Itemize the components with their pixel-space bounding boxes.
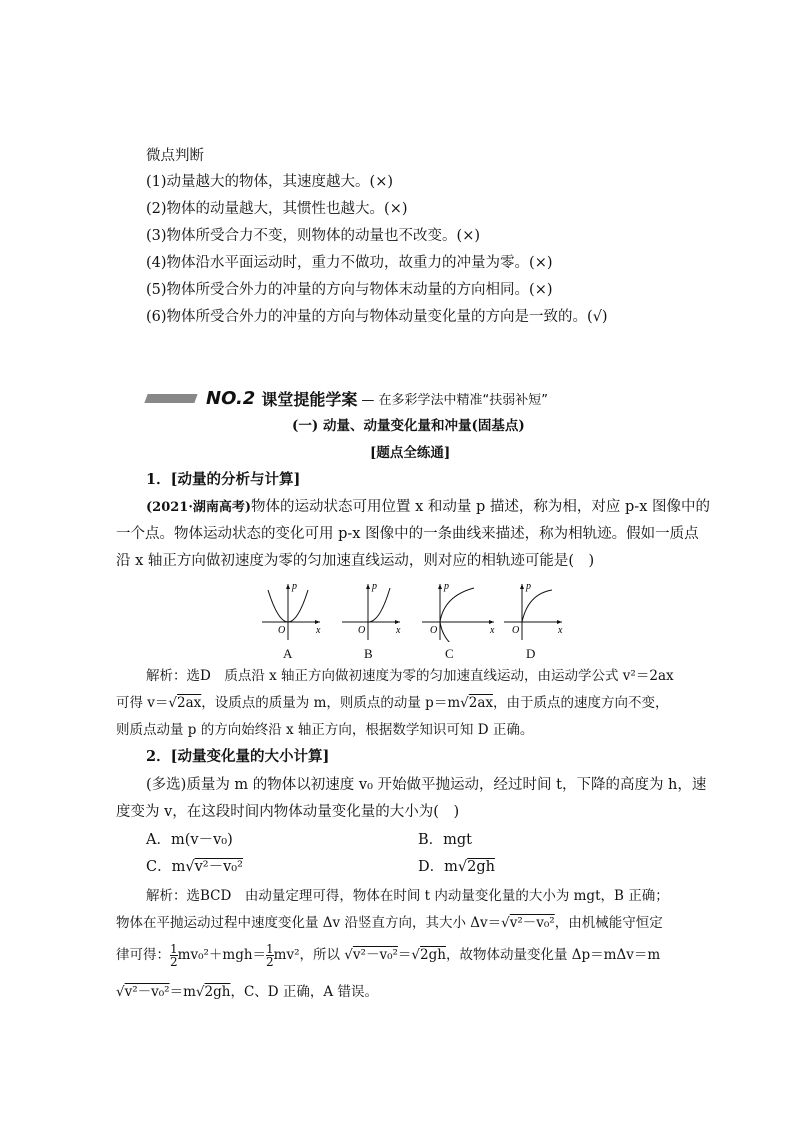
graph-b-origin: O: [358, 625, 366, 636]
q2-option-d-pre: D．m: [418, 859, 458, 875]
q2-sol4-b: ，C、D 正确，A 错误。: [230, 984, 378, 1000]
q2-sol3-b: mv₀²＋mgh＝: [177, 947, 267, 963]
judge-item-6: (6)物体所受合外力的冲量的方向与物体动量变化量的方向是一致的。(√): [146, 309, 608, 325]
q2-option-b: B．mgt: [418, 832, 473, 848]
q2-sol2-radicand: v²－v₀²: [509, 915, 555, 931]
graph-d-x-label: x: [558, 625, 563, 636]
graph-a-x-label: x: [316, 625, 321, 636]
q1-solution-1: 解析：选D 质点沿 x 轴正方向做初速度为零的匀加速直线运动，由运动学公式 v²＝2ax: [146, 668, 674, 684]
q2-option-a: A．m(v－v₀): [146, 832, 233, 848]
graph-a: [258, 580, 326, 642]
q2-heading: 2．[动量变化量的大小计算]: [146, 748, 330, 765]
q1-text-1: 物体的运动状态可用位置 x 和动量 p 描述，称为相，对应 p-x 图像中的: [251, 499, 710, 515]
q2-sol3-d: ＝: [397, 947, 412, 963]
q2-solution-2: 物体在平抛运动过程中速度变化量 Δv 沿竖直方向，其大小 Δv＝√v²－v₀²，由机械能守恒定: [116, 915, 663, 931]
q2-sol3-c: mv²，所以: [273, 947, 341, 963]
q1-source: (2021·湖南高考): [146, 500, 252, 515]
fraction-half: [170, 943, 178, 968]
banner-title: 课堂提能学案: [261, 389, 358, 409]
graph-b-x-label: x: [396, 625, 401, 636]
graph-d-p-label: p: [526, 581, 531, 592]
fraction-den: 2: [170, 955, 178, 969]
q2-sol2-b: ，由机械能守恒定: [554, 915, 663, 931]
q1-solution-2: 可得 v＝√2ax，设质点的质量为 m，则质点的动量 p＝m√2ax，由于质点的速度方向不变，: [116, 695, 669, 711]
q2-option-c-radicand: v²－v₀²: [194, 859, 243, 875]
graph-b-p-label: p: [372, 581, 377, 592]
q2-solution-1: 解析：选BCD 由动量定理可得，物体在时间 t 内动量变化量的大小为 mgt，B 正确；: [146, 888, 669, 904]
graph-d: [500, 580, 568, 642]
graph-c: [418, 580, 498, 642]
q2-option-d: D．m√2gh: [418, 859, 495, 875]
fraction-num-2: 1: [266, 942, 274, 956]
judge-item-1: (1)动量越大的物体，其速度越大。(×): [146, 174, 394, 190]
q1-sol2-a: 可得 v＝: [116, 695, 169, 711]
graph-a-origin: O: [278, 625, 286, 636]
judge-item-4: (4)物体沿水平面运动时，重力不做功，故重力的冲量为零。(×): [146, 255, 553, 271]
graph-b: [338, 580, 406, 642]
judge-item-5: (5)物体所受合外力的冲量的方向与物体末动量的方向相同。(×): [146, 282, 553, 298]
q1-sol2-radicand: 2ax: [177, 695, 202, 711]
graph-d-label: D: [526, 646, 536, 661]
q1-sol2-radicand-2: 2ax: [468, 695, 493, 711]
graph-c-x-label: x: [490, 625, 495, 636]
judge-item-3: (3)物体所受合力不变，则物体的动量也不改变。(×): [146, 228, 481, 244]
graph-c-p-label: p: [444, 581, 449, 592]
q1-solution-3: 则质点动量 p 的方向始终沿 x 轴正方向，根据数学知识可知 D 正确。: [116, 722, 534, 738]
banner-bar: [144, 394, 197, 403]
judge-heading: 微点判断: [146, 148, 204, 164]
q2-option-c-pre: C．m: [146, 859, 186, 875]
fraction-num: 1: [170, 942, 178, 956]
fraction-den-2: 2: [266, 955, 274, 969]
q2-sol3-radicand-2: 2gh: [420, 947, 446, 963]
q2-sol4-a: ＝m: [169, 984, 196, 1000]
graph-a-label: A: [283, 646, 293, 661]
judge-item-2: (2)物体的动量越大，其惯性也越大。(×): [146, 201, 408, 217]
section-subtitle: [题点全练通]: [370, 445, 451, 461]
q2-solution-4: √v²－v₀²＝m√2gh，C、D 正确，A 错误。: [116, 984, 378, 1000]
q1-sol2-c: ，由于质点的速度方向不变，: [493, 695, 669, 711]
q2-option-c: C．m√v²－v₀²: [146, 859, 243, 875]
q1-sol2-b: ，设质点的质量为 m，则质点的动量 p＝m: [201, 695, 461, 711]
graph-d-origin: O: [512, 625, 520, 636]
q1-line-1: [146, 497, 710, 518]
q2-sol3-a: 律可得：: [116, 947, 170, 963]
q2-text-1: (多选)质量为 m 的物体以初速度 v₀ 开始做平抛运动，经过时间 t，下降的高度为 h，速: [146, 777, 707, 793]
q2-option-d-radicand: 2gh: [467, 859, 495, 875]
fraction-half-2: [266, 943, 274, 968]
banner-subtitle: — 在多彩学法中精准“扶弱补短”: [361, 392, 548, 408]
q2-sol2-a: 物体在平抛运动过程中速度变化量 Δv 沿竖直方向，其大小 Δv＝: [116, 915, 502, 931]
q2-sol3-e: ，故物体动量变化量 Δp＝mΔv＝m: [445, 947, 661, 963]
banner-number: NO.2: [206, 387, 256, 409]
graph-a-p-label: p: [292, 581, 297, 592]
section-title: (一) 动量、动量变化量和冲量(固基点): [292, 418, 525, 434]
q2-sol3-radicand-1: v²－v₀²: [352, 947, 398, 963]
graph-c-label: C: [445, 646, 454, 661]
q1-text-3: 沿 x 轴正方向做初速度为零的匀加速直线运动，则对应的相轨迹可能是( ): [116, 553, 595, 569]
graph-c-origin: O: [430, 625, 438, 636]
q2-solution-3: 律可得： $\frac{1}{2}$ mv₀²＋mgh＝ $\frac{1}{2}$ mv²，所以 √v²－v₀²＝√2gh，故物体动量变化量 Δp＝mΔv＝m: [116, 942, 661, 969]
section-banner: [146, 384, 548, 412]
q2-sol4-radicand-1: v²－v₀²: [124, 984, 170, 1000]
q1-text-2: 一个点。物体运动状态的变化可用 p-x 图像中的一条曲线来描述，称为相轨迹。假如一质点: [116, 526, 699, 542]
q2-sol4-radicand-2: 2gh: [204, 984, 231, 1000]
q1-heading: 1．[动量的分析与计算]: [146, 471, 301, 488]
q2-text-2: 度变为 v，在这段时间内物体动量变化量的大小为( ): [116, 804, 460, 820]
graph-b-label: B: [364, 646, 373, 661]
